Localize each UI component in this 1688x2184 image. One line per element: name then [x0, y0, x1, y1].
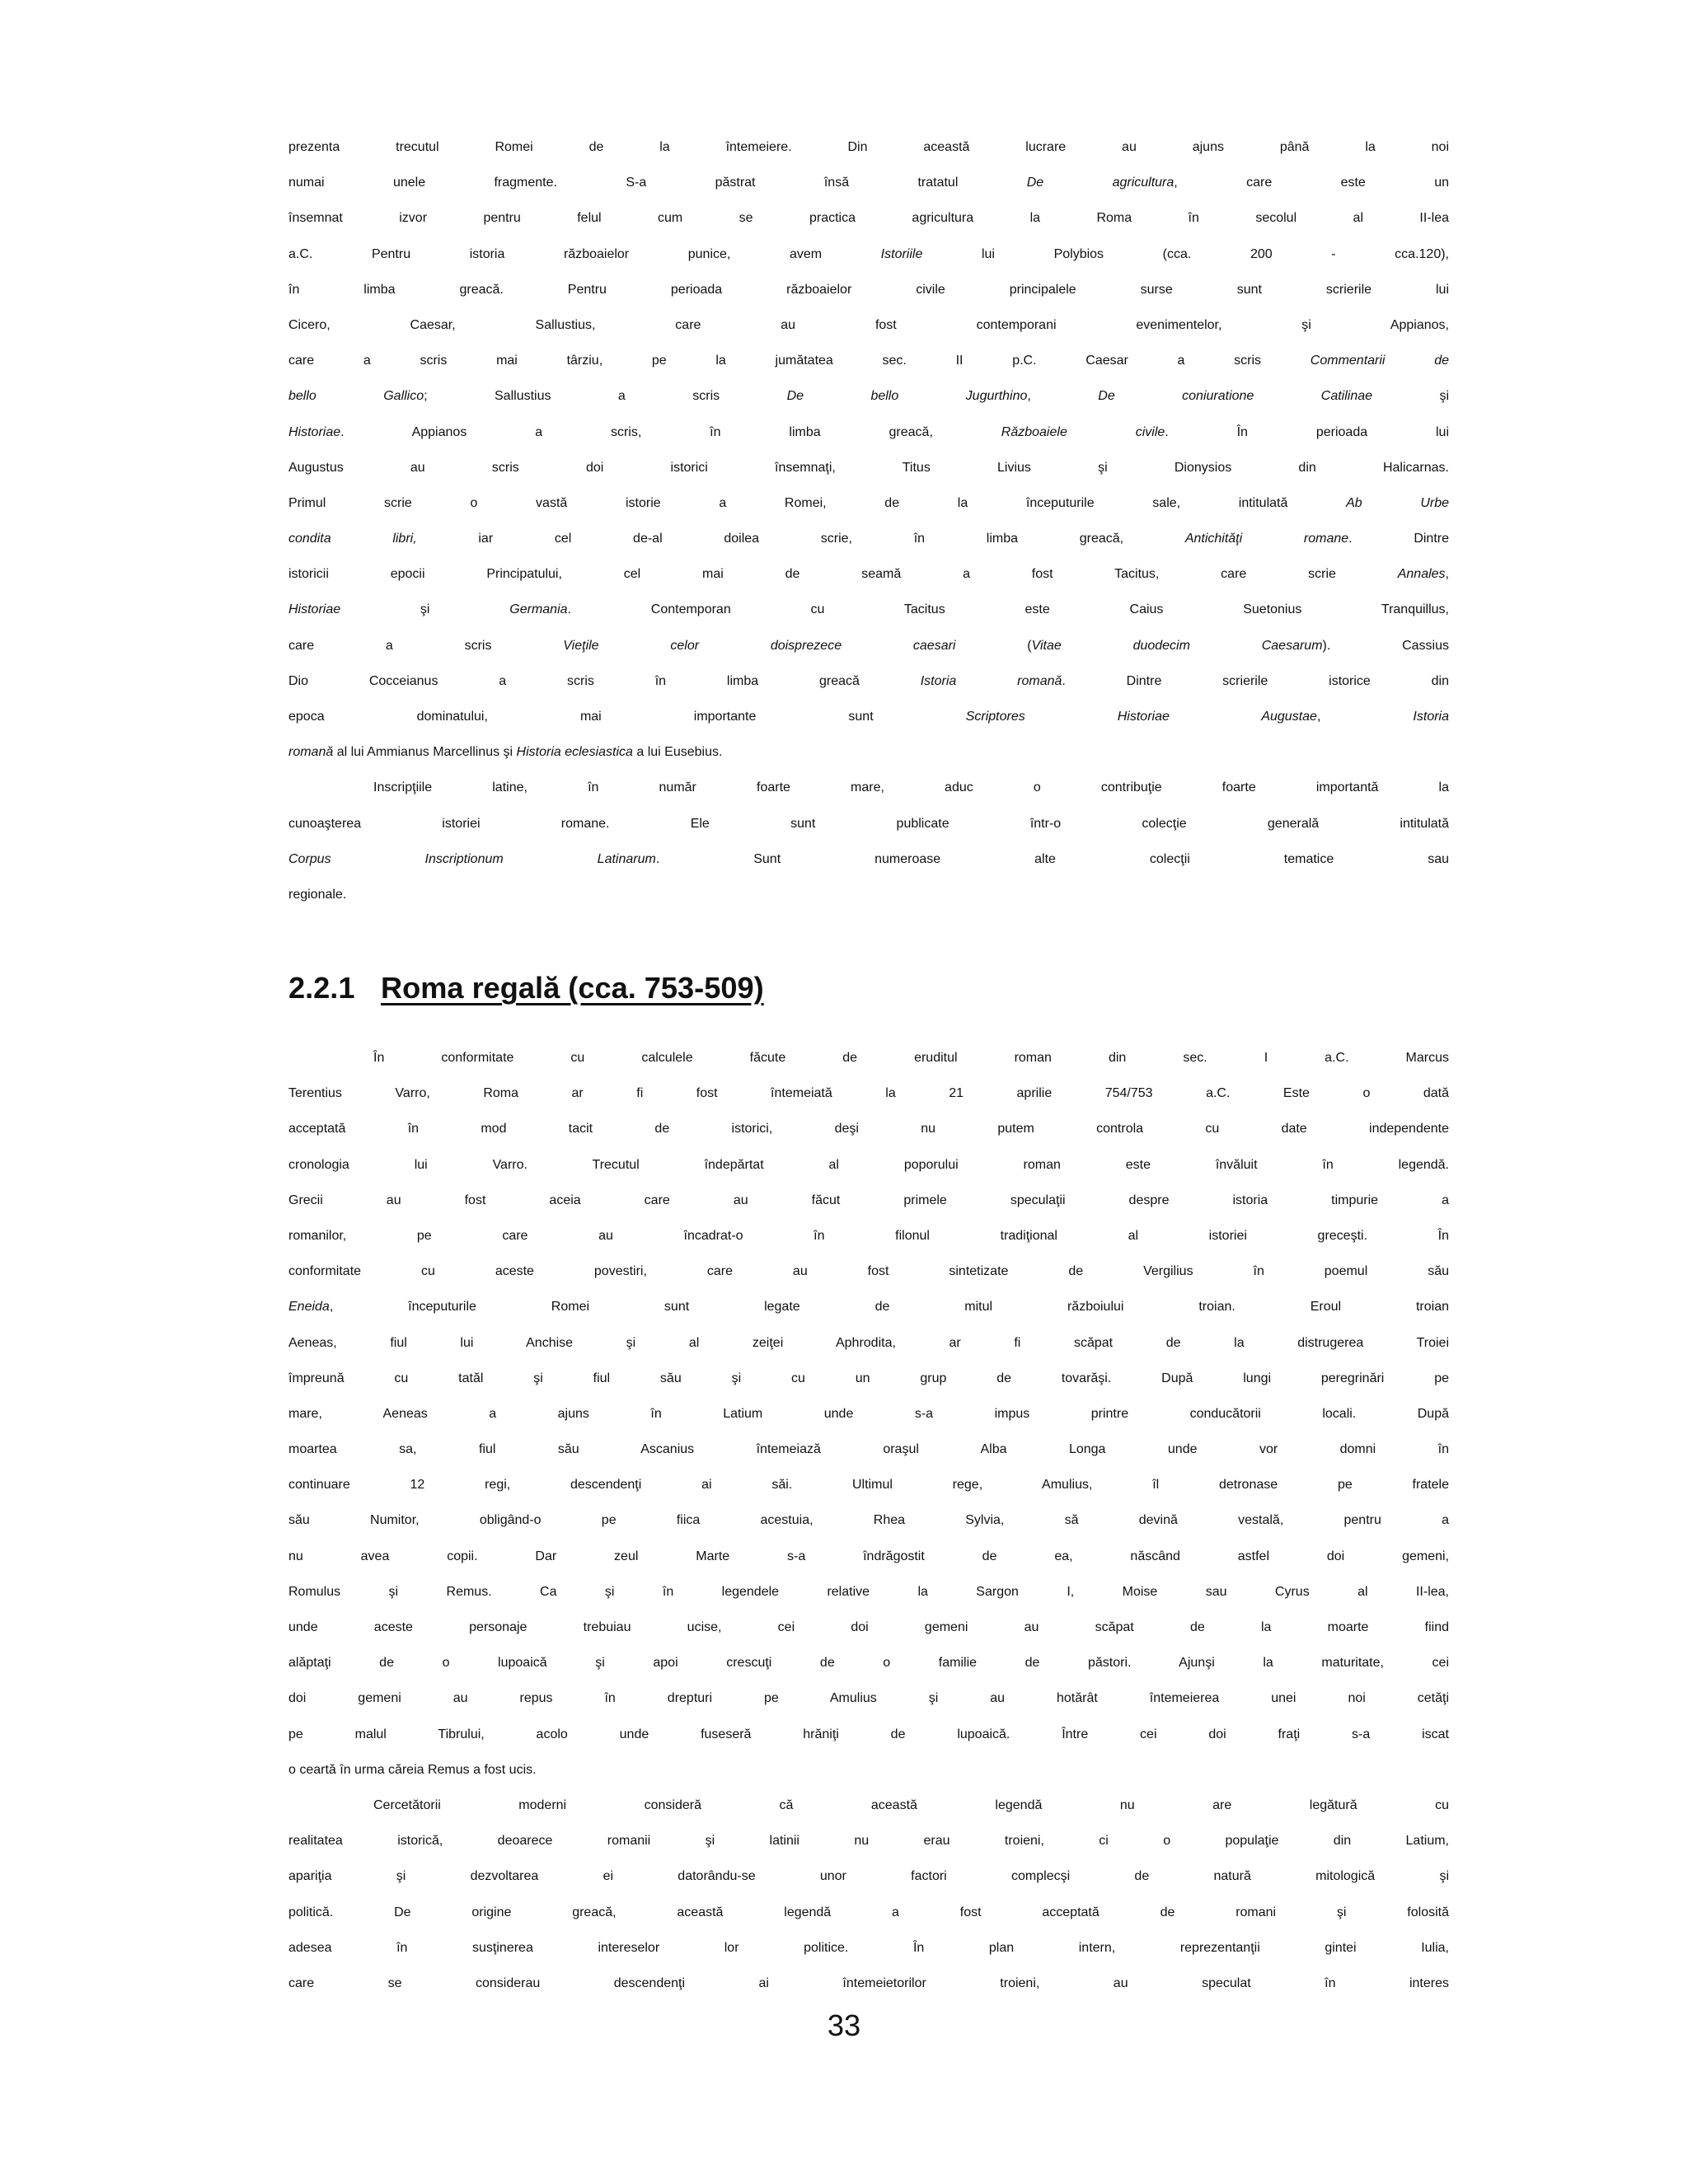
- italic-title: Historia eclesiastica: [516, 745, 633, 760]
- italic-title: condita libri,: [288, 532, 417, 546]
- text-line: [288, 852, 1449, 888]
- text-run: iar cel de-al doilea scrie, în limba greacă,: [416, 532, 1185, 546]
- text-run: lui Polybios (cca. 200 - cca.120),: [922, 246, 1449, 261]
- text-run: pe malul Tibrului, acolo unde fuseseră hrăniţi de lupoaică. Între cei doi fraţi s-a iscat: [288, 1727, 1449, 1741]
- text-line: [288, 1763, 1449, 1798]
- text-run: a.C. Pentru istoria războaielor punice, avem: [288, 246, 881, 261]
- italic-title: Istoria: [1413, 710, 1449, 724]
- text-run: Inscripţiile latine, în număr foarte mare, aduc o contribuţie foarte importantă la: [373, 780, 1449, 795]
- text-line: [288, 1905, 1449, 1941]
- text-run: . Contemporan cu Tacitus este Caius Suetonius Tranquillus,: [567, 602, 1449, 617]
- text-run: . Dintre: [1348, 532, 1449, 546]
- text-run: apariţia şi dezvoltarea ei datorându-se unor factori complecşi de natură mitologică şi: [288, 1869, 1449, 1884]
- text-line: [288, 745, 1449, 780]
- text-line: [288, 532, 1449, 567]
- text-run: însemnat izvor pentru felul cum se practica agricultura la Roma în secolul al II-lea: [288, 211, 1449, 226]
- text-run: politică. De origine greacă, această legendă a fost acceptată de romani şi folosită: [288, 1905, 1449, 1919]
- text-run: Cicero, Caesar, Sallustius, care au fost contemporani evenimentelor, şi Appianos,: [288, 317, 1449, 332]
- top-text-block: [288, 140, 1449, 923]
- text-line: [288, 817, 1449, 852]
- text-line: [288, 888, 1449, 923]
- text-run: prezenta trecutul Romei de la întemeiere. Din această lucrare au ajuns până la noi: [288, 140, 1449, 154]
- italic-title: Historiae: [288, 424, 341, 439]
- text-run: Terentius Varro, Roma ar fi fost întemeiată la 21 aprilie 754/753 a.C. Este o dată: [288, 1086, 1449, 1101]
- text-run: adesea în susţinerea intereselor lor politice. În plan intern, reprezentanţii gintei Iulia,: [288, 1940, 1449, 1955]
- text-line: [288, 1620, 1449, 1656]
- text-run: a lui Eusebius.: [632, 745, 723, 760]
- text-run: care se considerau descendenţi ai întemeietorilor troieni, au speculat în interes: [288, 1975, 1449, 1990]
- italic-title: De bello Jugurthino: [786, 389, 1028, 404]
- text-line: [288, 674, 1449, 710]
- italic-title: Historiae: [288, 602, 341, 617]
- italic-title: Germania: [509, 602, 568, 617]
- text-run: al lui Ammianus Marcellinus şi: [333, 745, 517, 760]
- text-run: împreună cu tatăl şi fiul său şi cu un grup de tovarăşi. După lungi peregrinări pe: [288, 1371, 1449, 1385]
- text-run: . În perioada lui: [1165, 424, 1449, 439]
- text-line: [288, 1300, 1449, 1335]
- text-line: [288, 283, 1449, 318]
- italic-title: Commentarii de: [1310, 354, 1449, 368]
- text-line: [288, 1478, 1449, 1513]
- text-line: [288, 1976, 1449, 2012]
- section-heading: [288, 970, 764, 1005]
- text-run: o ceartă în urma căreia Remus a fost ucis.: [288, 1762, 537, 1777]
- text-run: în limba greacă. Pentru perioada războaielor civile principalele surse sunt scrierile lui: [288, 282, 1449, 297]
- text-line: [288, 1691, 1449, 1727]
- text-line: [288, 1513, 1449, 1549]
- text-line: [288, 1407, 1449, 1442]
- text-run: acceptată în mod tacit de istorici, deşi nu putem controla cu date independente: [288, 1122, 1449, 1137]
- text-run: moartea sa, fiul său Ascanius întemeiază oraşul Alba Longa unde vor domni în: [288, 1442, 1449, 1457]
- text-run: epoca dominatului, mai importante sunt: [288, 710, 966, 724]
- text-run: mare, Aeneas a ajuns în Latium unde s-a impus printre conducătorii locali. După: [288, 1406, 1449, 1421]
- italic-title: Vitae duodecim Caesarum: [1031, 638, 1323, 653]
- text-run: alăptaţi de o lupoaică şi apoi crescuţi de o familie de păstori. Ajunşi la maturitate, cei: [288, 1656, 1449, 1671]
- text-run: care a scris mai târziu, pe la jumătatea sec. II p.C. Caesar a scris: [288, 354, 1311, 368]
- italic-title: Scriptores Historiae Augustae: [965, 710, 1317, 724]
- text-line: [288, 1336, 1449, 1371]
- text-run: istoricii epocii Principatului, cel mai de seamă a fost Tacitus, care scrie: [288, 567, 1398, 582]
- text-line: [288, 1193, 1449, 1229]
- text-run: continuare 12 regi, descendenţi ai săi. Ultimul rege, Amulius, îl detronase pe fratele: [288, 1478, 1449, 1493]
- text-run: Augustus au scris doi istorici însemnaţi, Titus Livius şi Dionysios din Halicarnas.: [288, 460, 1449, 475]
- text-run: ,: [1445, 567, 1449, 582]
- italic-title: Annales: [1397, 567, 1446, 582]
- text-line: [288, 602, 1449, 638]
- text-run: ,: [1316, 710, 1414, 724]
- text-run: Grecii au fost aceia care au făcut primele speculaţii despre istoria timpurie a: [288, 1193, 1449, 1207]
- text-line: [288, 1798, 1449, 1834]
- text-run: , care este un: [1174, 176, 1449, 190]
- text-line: [288, 1086, 1449, 1122]
- text-run: unde aceste personaje trebuiau ucise, cei doi gemeni au scăpat de la moarte fiind: [288, 1620, 1449, 1634]
- text-run: Primul scrie o vastă istorie a Romei, de la începuturile sale, intitulată: [288, 495, 1347, 510]
- text-line: [288, 1122, 1449, 1157]
- text-line: [288, 1158, 1449, 1193]
- italic-title: De agricultura: [1026, 176, 1175, 190]
- text-line: [288, 710, 1449, 745]
- italic-title: Corpus Inscriptionum Latinarum: [288, 851, 656, 866]
- text-run: cronologia lui Varro. Trecutul îndepărtat al poporului roman este învăluit în legendă.: [288, 1157, 1449, 1172]
- text-line: [288, 211, 1449, 246]
- text-line: [288, 318, 1449, 354]
- italic-title: romană: [288, 745, 334, 760]
- text-line: [288, 425, 1449, 461]
- text-run: romanilor, pe care au încadrat-o în filonul tradiţional al istoriei greceşti. În: [288, 1228, 1449, 1243]
- italic-title: Istoria romană: [920, 673, 1062, 688]
- text-run: cunoaşterea istoriei romane. Ele sunt publicate într-o colecţie generală intitulată: [288, 816, 1449, 831]
- text-run: conformitate cu aceste povestiri, care au fost sintetizate de Vergilius în poemul său: [288, 1264, 1449, 1279]
- italic-title: De coniuratione Catilinae: [1098, 389, 1373, 404]
- text-line: [288, 247, 1449, 283]
- text-line: [288, 1442, 1449, 1478]
- text-line: [288, 140, 1449, 176]
- text-line: [288, 496, 1449, 532]
- italic-title: Ab Urbe: [1346, 495, 1449, 510]
- text-run: său Numitor, obligând-o pe fiica acestuia, Rhea Sylvia, să devină vestală, pentru a: [288, 1513, 1449, 1528]
- text-run: , începuturile Romei sunt legate de mitul războiului troian. Eroul troian: [329, 1300, 1449, 1315]
- text-run: . Dintre scrierile istorice din: [1062, 673, 1449, 688]
- text-line: [288, 1051, 1449, 1086]
- section-number: 2.2.1: [288, 971, 355, 1005]
- text-run: În conformitate cu calculele făcute de eruditul roman din sec. I a.C. Marcus: [373, 1051, 1449, 1065]
- italic-title: Vieţile celor doisprezece caesari: [563, 638, 956, 653]
- text-line: [288, 1727, 1449, 1763]
- text-run: (: [955, 638, 1032, 653]
- text-run: numai unele fragmente. S-a păstrat însă tratatul: [288, 176, 1027, 190]
- text-line: [288, 1549, 1449, 1585]
- text-line: [288, 1585, 1449, 1620]
- bottom-text-block: [288, 1051, 1449, 2012]
- text-line: [288, 567, 1449, 602]
- text-run: Cercetătorii moderni consideră că această legendă nu are legătură cu: [373, 1797, 1449, 1812]
- text-run: realitatea istorică, deoarece romanii şi latinii nu erau troieni, ci o populaţie din Latium,: [288, 1834, 1449, 1849]
- text-line: [288, 176, 1449, 211]
- text-run: ,: [1027, 389, 1099, 404]
- italic-title: Eneida: [288, 1300, 330, 1315]
- section-title: Roma regală (cca. 753-509): [381, 971, 764, 1005]
- text-run: Dio Cocceianus a scris în limba greacă: [288, 673, 921, 688]
- text-run: şi: [1372, 389, 1450, 404]
- text-line: [288, 1869, 1449, 1905]
- text-run: doi gemeni au repus în drepturi pe Amulius şi au hotărât întemeierea unei noi cetăţi: [288, 1691, 1449, 1706]
- italic-title: Istoriile: [880, 246, 923, 261]
- page-number: 33: [827, 2008, 861, 2042]
- text-run: . Appianos a scris, în limba greacă,: [340, 424, 1001, 439]
- text-line: [288, 354, 1449, 389]
- italic-title: Antichităţi romane: [1184, 532, 1349, 546]
- text-run: care a scris: [288, 638, 564, 653]
- text-line: [288, 1229, 1449, 1264]
- text-line: [288, 1834, 1449, 1869]
- text-line: [288, 1941, 1449, 1976]
- text-run: Romulus şi Remus. Ca şi în legendele relative la Sargon I, Moise sau Cyrus al II-lea,: [288, 1584, 1449, 1599]
- text-run: ). Cassius: [1322, 638, 1449, 653]
- text-run: nu avea copii. Dar zeul Marte s-a îndrăgostit de ea, născând astfel doi gemeni,: [288, 1549, 1449, 1563]
- text-run: regionale.: [288, 887, 347, 902]
- text-run: ; Sallustius a scris: [424, 389, 787, 404]
- italic-title: bello Gallico: [288, 389, 424, 404]
- text-line: [288, 461, 1449, 496]
- text-line: [288, 1264, 1449, 1300]
- text-line: [288, 1656, 1449, 1691]
- text-line: [288, 780, 1449, 816]
- text-run: Aeneas, fiul lui Anchise şi al zeiţei Aphrodita, ar fi scăpat de la distrugerea Troiei: [288, 1335, 1449, 1350]
- text-line: [288, 1371, 1449, 1407]
- text-run: . Sunt numeroase alte colecţii tematice sau: [655, 851, 1449, 866]
- italic-title: Războaiele civile: [1001, 424, 1165, 439]
- text-run: şi: [340, 602, 510, 617]
- text-line: [288, 639, 1449, 674]
- text-line: [288, 389, 1449, 424]
